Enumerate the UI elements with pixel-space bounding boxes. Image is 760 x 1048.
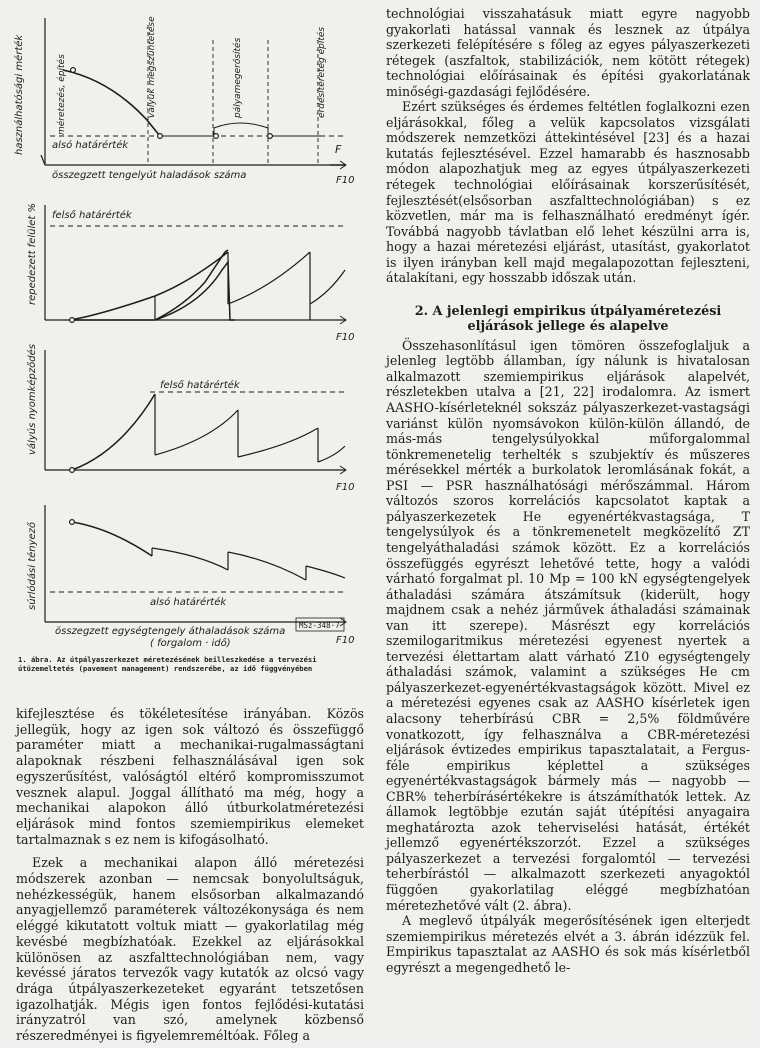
right-paragraph-1: technológiai visszahatásuk miatt egyre nagyobb gyakorlati hatással vannak és lesznek az útpálya szerkezeti felépítésére s főleg az egyes pályaszerkezeti rétegek (aszfaltok, stabilizációk, nem kötött rétegek) technológiai előírásainak és építési gyakorlatának minőségi-gazdasági fejlődésére. (386, 6, 750, 99)
right-column (386, 6, 750, 975)
section-title: 2. A jelenlegi empirikus útpályaméretezési eljárások jellege és alapelve (414, 303, 722, 334)
panel1-label-rut-removal: vályuk megszüntetése (147, 16, 157, 118)
panel1-point-3 (214, 134, 219, 139)
figure-1 (0, 0, 372, 690)
right-paragraph-3: Összehasonlításul igen tömören összefoglaljuk a jelenleg legtöbb államban, így nálunk is hivatalosan alkalmazott szemiempirikus eljárások alapelvét, részletekben utalva a [21, 22] irodalomra. Az ismert AASHO-kísérleteknél sokszáz pályaszerkezet-vastagsági variánst külön nyomsávokon külön-külön állandó, de más-más tengelysúlyokkal műforgalommal tönkremenetelig terhelték s szubjektív és műszeres mérésekkel mérték a burkolatok leromlásának fokát, a PSI — PSR használhatósági mérőszámmal. Három változós szoros korrelációs kapcsolatot kaptak a pályaszerkezetek He egyenértékvastagsága, T tengelysúlyok és a tönkremenetelt megközelítő ZT tengelyáthaladási számok között. Ez a korrelációs összefüggés egyrészt lehetővé tette, hogy a valódi várható forgalmat pl. 10 Mp = 100 kN egységtengelyek áthaladási számára átszámítsuk (kiderült, hogy majdnem csak a nehéz járművek áthaladási számainak van itt szerepe). Másrészt egy korrelációs szemilogaritmikus méretezési egyenest nyertek a tervezési élettartam alatt várható Z10 egységtengely áthaladási számok, valamint a szükséges He cm pályaszerkezet-egyenértékvastagságok között. Mivel ez a méretezési egyenes csak az AASHO kísérletek igen alacsony teherbírású CBR = 2,5% földművére vonatkozott, így felhasználva a CBR-méretezési eljárások évtizedes empirikus tapasztalatait, a Fergus-féle empirikus képlettel a szükséges egyenértékvastagságok bármely más — nagyobb — CBR% teherbírásértékekre is átszámíthatók lettek. Az államok legtöbbje ezután saját útépítési anyagaira meghatározta azok teherviselési hatását, értékét jellemző egyenértékszorzót. Ezzel a szükséges pályaszerkezet a tervezési forgalomtól — tervezési teherbírástól — alkalmazott szerkezeti anyagoktól függően gyakorlatilag eléggé megbízhatóan méretezhetővé vált (2. ábra). (386, 337, 750, 913)
panel4-y-label: súrlódási tényező (27, 521, 38, 610)
panel4-x-label: összegzett egységtengely áthaladások száma (55, 626, 286, 637)
panel1-x-label: összegzett tengelyút haladások száma (52, 170, 247, 181)
panel1-point-4 (268, 134, 273, 139)
panel1-floor (160, 123, 320, 136)
figure-diagram (0, 0, 372, 660)
panel3-curve-1 (72, 394, 155, 470)
left-column (16, 706, 364, 1044)
panel1-lower-limit-label: alsó határérték (52, 140, 129, 151)
panel1-f-label: F (335, 143, 342, 156)
panel4-curve-1 (72, 522, 152, 556)
panel1-point-2 (158, 134, 163, 139)
panel4-code: MSz-348·7 (299, 621, 340, 630)
panel2-curve-1 (70, 262, 235, 320)
panel1-label-design: méretezés, építés (57, 54, 67, 135)
left-paragraph-2: Ezek a mechanikai alapon álló méretezési módszerek azonban — nemcsak bonyolultságuk, nehézkességük, hanem elsősorban alkalmazandó anyagjellemző paraméterek változékonysága és nem eléggé kikutatott voltuk miatt — gyakorlatilag még kevésbé megbízhatóak. Ezekkel az eljárásokkal különösen az aszfalttechnológiában nem, vagy kevéssé járatos tervezők vagy kutatók az olcsó vagy drága útpályaszerkezeteket egyaránt tetszetősen igazolhatják. Mégis igen fontos fejlődési-kutatási irányzatról van szó, amelynek közbenső részeredményei is figyelemreméltóak. Főleg a (16, 855, 364, 1044)
panel4-x-sub: ( forgalom · idő) (150, 638, 231, 649)
panel4-f10-label: F10 (336, 635, 355, 646)
panel3-f10-label: F10 (336, 482, 355, 493)
panel1-start-point (71, 68, 76, 73)
panel4-lower-limit-label: alsó határérték (150, 597, 227, 608)
panel1-curve-1 (63, 70, 160, 136)
panel1-f10-label: F10 (336, 175, 355, 186)
right-paragraph-4: A meglevő útpályák megerősítésének igen elterjedt szemiempirikus méretezés elvét a 3. ábrán idézzük fel. Empirikus tapasztalat az AASHO és sok más kísérletből egyrészt a megengedhető le- (386, 913, 750, 975)
panel3-y-label: vályús nyomképződés (27, 344, 38, 455)
panel2-upper-limit-label: felső határérték (52, 210, 132, 221)
panel1-label-surface: érdesítéretég építés (317, 26, 327, 118)
figure-caption: 1. ábra. Az útpályaszerkezet méretezésének beilleszkedése a tervezési útüzemeltetés (pavement management) rendszerébe, az idő függvényében (18, 655, 317, 673)
panel1-label-strengthening: pályamegerősítés (233, 37, 243, 118)
panel1-y-label: használhatósági mérték (14, 34, 25, 155)
panel2-f10-label: F10 (336, 332, 355, 343)
left-paragraph-1: kifejlesztése és tökéletesítése irányában. Közös jellegük, hogy az igen sok változó és összefüggő paraméter miatt a mechanikai-rugalmasságtani alapoknak részbeni felhasználásával igen sok egyszerűsítést, valóságtól eltérő kompromisszumot vesznek alapul. Joggal állítható ma még, hogy a mechanikai alapokon álló útburkolatméretezési eljárások mind fontos szemiempirikus elemeket tartalmaznak s ez nem is kifogásolható. (16, 706, 364, 847)
panel3-upper-limit-label: felső határérték (160, 380, 240, 391)
right-paragraph-2: Ezért szükséges és érdemes feltétlen foglalkozni ezen eljárásokkal, főleg a velük kapcsolatos vizsgálati módszerek nemzetközi áttekintésével [23] és a hazai kutatás fejlesztésével. Ezzel hamarabb és hasznosabb módon alapozhatjuk meg az egyes útpályaszerkezeti rétegek technológiai előírásainak korszerűsítését, fejlesztését(elsősorban aszfalttechnológiában) s ez közvetlen, már ma is felhasználható eredményt ígér. Továbbá nagyobb távlatban elő lehet készülni arra is, hogy a hazai méretezési eljárást, utasítást, gyakorlatot is ilyen irányban kell majd megalapozottan fejleszteni, átalakítani, egy hosszabb időszak után. (386, 99, 750, 286)
panel2-y-label: repedezett felület % (27, 202, 38, 305)
